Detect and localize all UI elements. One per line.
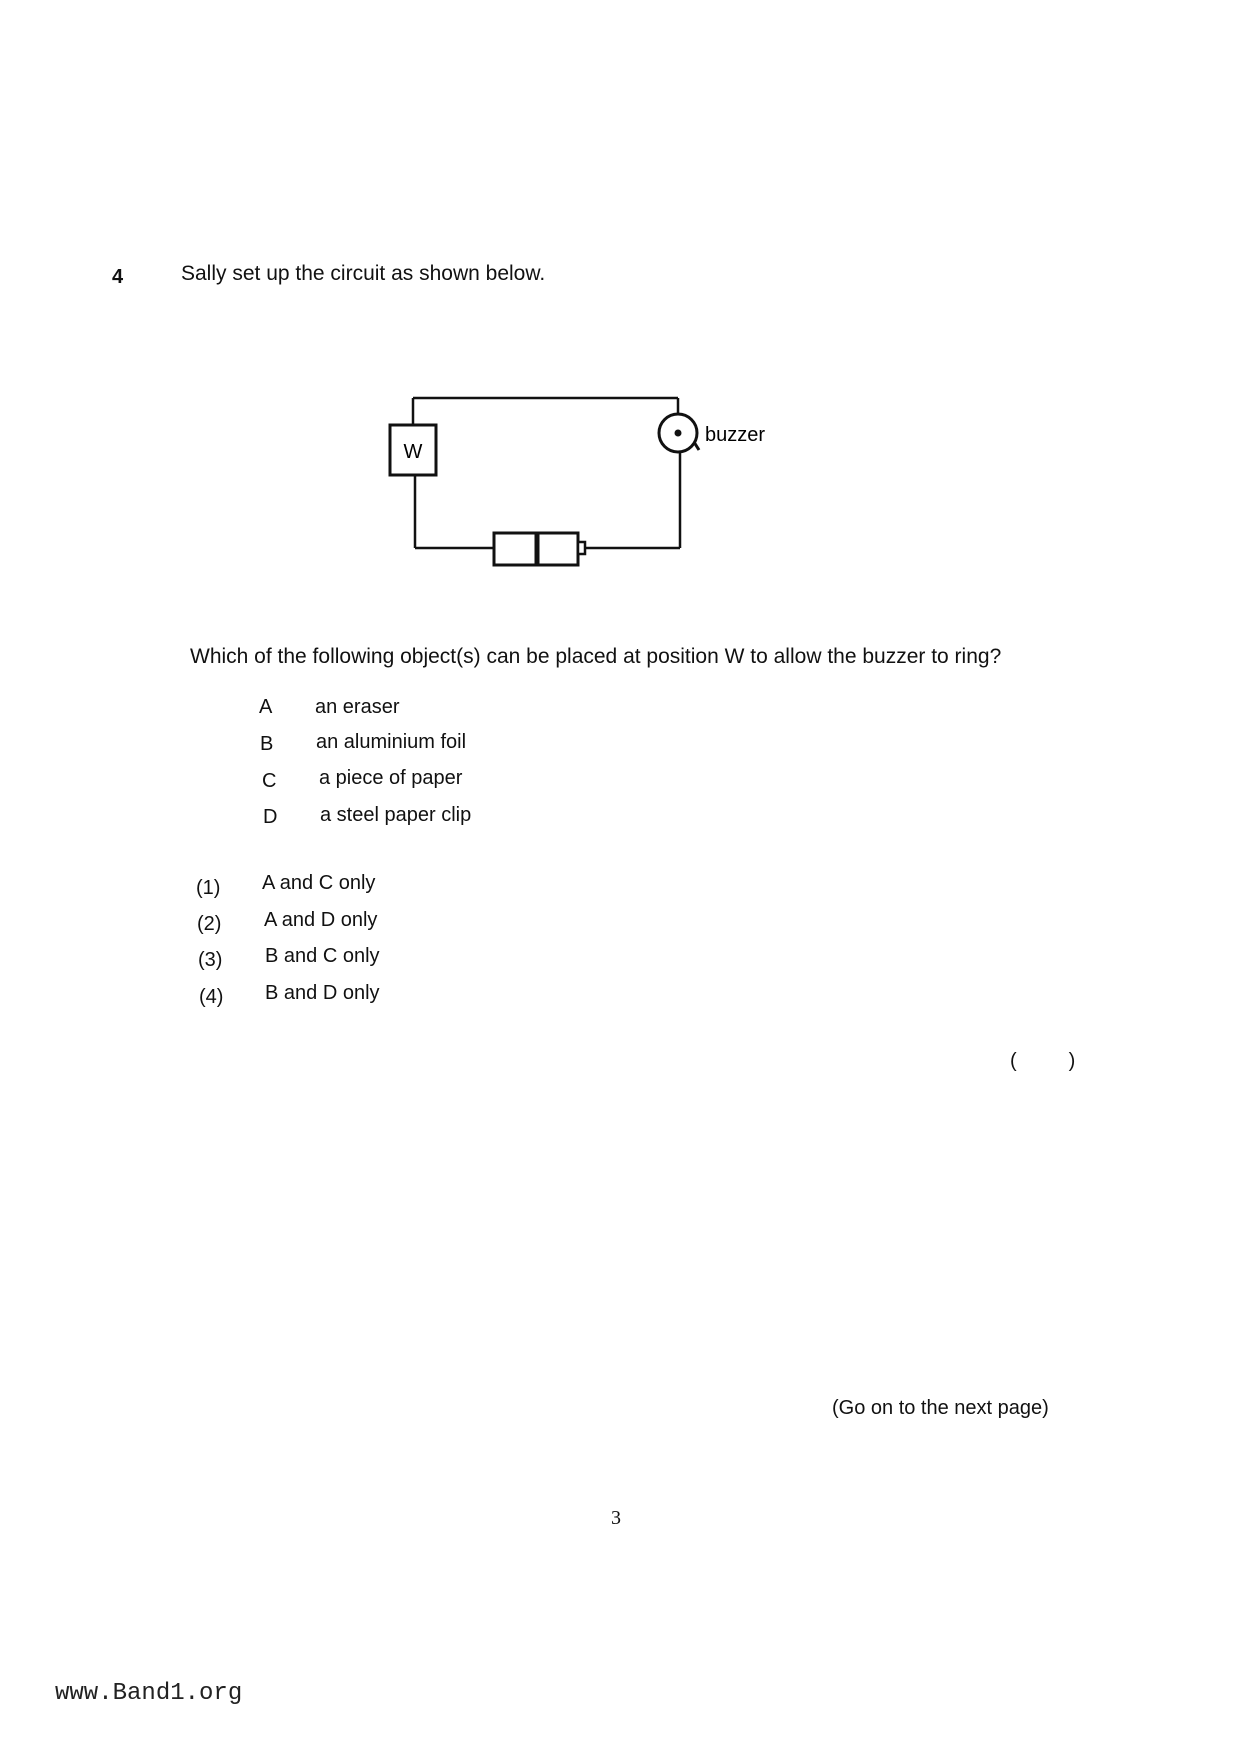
answer-bracket-close: ) (1068, 1050, 1076, 1072)
answer-brackets[interactable] (1010, 1050, 1075, 1073)
statement-letter: C (262, 770, 277, 792)
option-text: B and C only (265, 945, 380, 967)
circuit-diagram (380, 380, 800, 580)
option-number: (1) (196, 877, 221, 899)
option-number: (4) (199, 986, 224, 1008)
buzzer-label: buzzer (705, 424, 766, 446)
statement-text: a piece of paper (319, 767, 463, 789)
answer-bracket-open: ( (1010, 1050, 1017, 1072)
page-number: 3 (611, 1507, 621, 1529)
question-prompt: Which of the following object(s) can be placed at position W to allow the buzzer to ring? (190, 645, 1002, 668)
buzzer-center-dot (675, 430, 682, 437)
statement-letter: A (259, 696, 273, 718)
option-number: (2) (197, 913, 222, 935)
question-number: 4 (112, 266, 124, 288)
go-on-notice: (Go on to the next page) (832, 1397, 1049, 1419)
battery-cell-2 (538, 533, 578, 565)
option-text: A and D only (264, 909, 378, 931)
circuit-wires (413, 398, 680, 548)
statement-letter: D (263, 806, 278, 828)
question-stem: Sally set up the circuit as shown below. (181, 262, 546, 285)
position-w-label: W (403, 441, 423, 463)
statement-text: an aluminium foil (316, 731, 467, 753)
statement-text: an eraser (315, 696, 400, 718)
option-text: B and D only (265, 982, 380, 1004)
statement-text: a steel paper clip (320, 804, 472, 826)
option-number: (3) (198, 949, 223, 971)
battery-cell-1 (494, 533, 536, 565)
option-text: A and C only (262, 872, 376, 894)
buzzer-tick (694, 442, 699, 450)
watermark-url: www.Band1.org (55, 1680, 243, 1707)
statement-letter: B (260, 733, 274, 755)
battery-terminal (578, 542, 585, 554)
